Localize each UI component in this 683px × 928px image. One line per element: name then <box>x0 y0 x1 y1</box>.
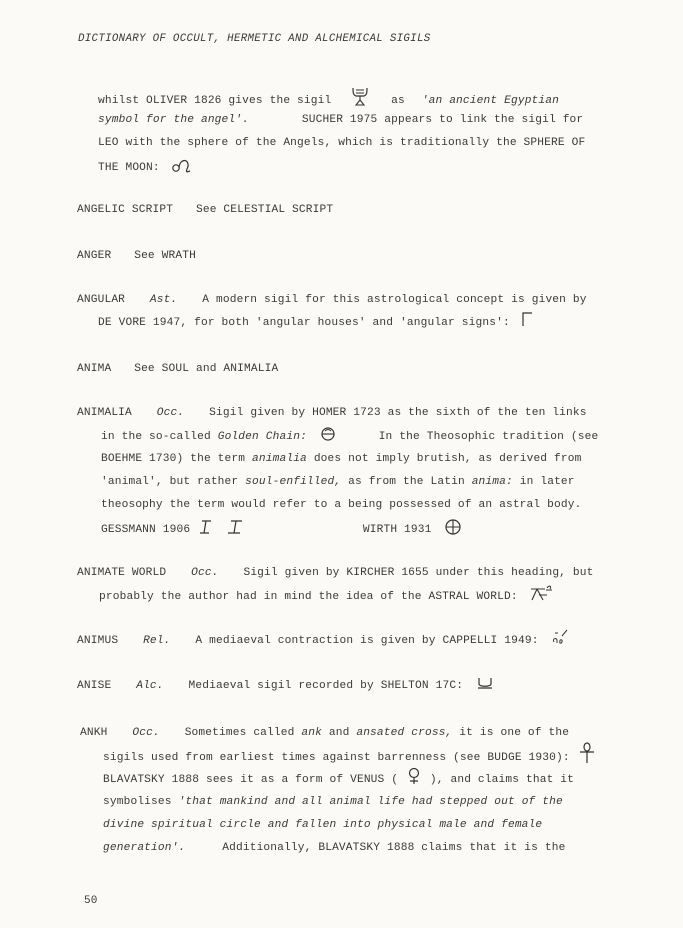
gessmann-citation: GESSMANN 1906 <box>101 523 191 536</box>
ankh-line-5: divine spiritual circle and fallen into physical male and female <box>103 819 543 831</box>
angular-sigil-icon <box>521 311 533 327</box>
entry-category: Rel. <box>143 634 171 647</box>
entry-term: ANIMA <box>77 363 112 375</box>
animalia-text-3a: BOEHME 1730) the term <box>101 453 246 465</box>
ankh-text-1a: Sometimes called <box>184 727 295 739</box>
wirth-sigil-icon <box>444 518 462 536</box>
animalia-text-4c: as from the Latin <box>348 476 465 488</box>
leo-sigil-icon <box>171 156 193 174</box>
animalia-text-3b: animalia <box>252 453 307 465</box>
entry-term: ANIMATE WORLD <box>77 567 167 579</box>
animalia-text-4b: soul-enfilled, <box>245 476 342 488</box>
entry-animus <box>77 634 569 647</box>
ankh-text-4a: symbolises <box>103 796 172 808</box>
ankh-sigil-icon <box>579 742 595 764</box>
entry-ankh <box>80 727 569 739</box>
ankh-line-4 <box>103 796 563 808</box>
animalia-line-6 <box>101 522 462 536</box>
ankh-text-2: sigils used from earliest times against barrenness (see BUDGE 1930): <box>103 751 570 764</box>
entry-text: A modern sigil for this astrological concept is given by <box>202 294 587 306</box>
gessmann-sigil-2-icon <box>226 519 244 535</box>
ankh-text-1b: ank <box>301 727 322 739</box>
oliver-line-1 <box>98 92 559 108</box>
entry-text: Mediaeval sigil recorded by SHELTON 17C: <box>188 680 464 692</box>
oliver-text-1a: whilst OLIVER 1826 gives the sigil <box>98 94 332 107</box>
ankh-line-6 <box>103 842 565 854</box>
animalia-text-2b: Golden Chain: <box>217 430 307 443</box>
oliver-text-2b: SUCHER 1975 appears to link the sigil for <box>301 114 584 126</box>
entry-text: Sigil given by KIRCHER 1655 under this heading, but <box>243 567 594 579</box>
ankh-text-3a: BLAVATSKY 1888 sees it as a form of VENUS ( <box>103 773 399 786</box>
running-header: DICTIONARY OF OCCULT, HERMETIC AND ALCHEMICAL SIGILS <box>78 33 431 45</box>
angular-line-2 <box>98 317 533 329</box>
animalia-text-3c: does not imply brutish, as derived from <box>313 453 582 465</box>
animalia-line-3 <box>101 453 582 465</box>
entry-category: Occ. <box>156 407 185 419</box>
wirth-citation: WIRTH 1931 <box>362 523 432 536</box>
astral-world-sigil-icon <box>529 584 553 602</box>
animalia-text-2c: In the Theosophic tradition (see <box>378 430 599 443</box>
animalia-text-4d: anima: <box>471 476 513 488</box>
entry-text: Sigil given by HOMER 1723 as the sixth of the ten links <box>209 407 587 419</box>
animalia-text-4a: 'animal', but rather <box>101 476 239 488</box>
entry-animate-world <box>77 567 594 579</box>
entry-term: ANGULAR <box>77 294 126 306</box>
entry-term: ANGER <box>77 250 112 262</box>
entry-term: ANIMUS <box>77 634 119 647</box>
angular-text-2: DE VORE 1947, for both 'angular houses' and 'angular signs': <box>98 317 510 329</box>
animate-world-line-2 <box>99 590 553 603</box>
animus-contraction-sigil-icon <box>551 628 569 646</box>
entry-term: ANISE <box>77 680 112 692</box>
venus-sigil-icon <box>407 767 421 785</box>
entry-text: See SOUL and ANIMALIA <box>134 363 279 375</box>
entry-anise <box>77 680 494 692</box>
entry-text: See WRATH <box>134 250 196 262</box>
entry-anima <box>77 363 278 375</box>
egyptian-angel-sigil-icon <box>350 86 370 108</box>
oliver-text-1c: 'an ancient Egyptian <box>421 94 560 107</box>
entry-text: See CELESTIAL SCRIPT <box>195 204 334 216</box>
entry-term: ANKH <box>80 727 108 739</box>
ankh-text-6a: generation'. <box>103 842 186 854</box>
animalia-text-2a: in the so-called <box>101 430 211 443</box>
entry-angelic-script <box>77 204 333 216</box>
oliver-line-2 <box>98 114 583 126</box>
animalia-line-2 <box>101 430 598 443</box>
oliver-line-3: LEO with the sphere of the Angels, which is traditionally the SPHERE OF <box>98 137 586 149</box>
entry-term: ANGELIC SCRIPT <box>77 204 174 216</box>
animalia-line-4 <box>101 476 575 488</box>
oliver-text-2a: symbol for the angel'. <box>98 114 249 126</box>
oliver-text-4: THE MOON: <box>98 161 160 174</box>
ankh-text-4b: 'that mankind and all animal life had stepped out of the <box>178 796 563 808</box>
ankh-text-1d: ansated cross, <box>356 727 453 739</box>
entry-angular <box>77 294 587 306</box>
anise-sigil-icon <box>476 676 494 690</box>
ankh-text-1e: it is one of the <box>459 727 570 739</box>
oliver-line-4 <box>98 160 193 174</box>
entry-category: Alc. <box>136 680 164 692</box>
ankh-text-3b: ), and claims that it <box>429 773 575 786</box>
animalia-text-4e: in later <box>519 476 575 488</box>
ankh-text-1c: and <box>328 727 350 739</box>
animalia-circle-sigil-icon <box>320 426 336 442</box>
gessmann-sigil-1-icon <box>199 519 213 535</box>
animalia-line-5: theosophy the term would refer to a being possessed of an astral body. <box>101 499 582 511</box>
ankh-line-2 <box>103 750 595 764</box>
entry-term: ANIMALIA <box>77 407 132 419</box>
entry-category: Occ. <box>191 567 219 579</box>
ankh-text-6b: Additionally, BLAVATSKY 1888 claims that it is the <box>222 842 566 854</box>
entry-category: Occ. <box>132 727 160 739</box>
entry-anger <box>77 250 196 262</box>
ankh-line-3 <box>103 773 574 786</box>
entry-animalia <box>77 407 587 419</box>
animate-world-text-2: probably the author had in mind the idea of the ASTRAL WORLD: <box>99 590 518 603</box>
oliver-text-1b: as <box>391 94 405 107</box>
entry-category: Ast. <box>149 294 178 306</box>
entry-text: A mediaeval contraction is given by CAPPELLI 1949: <box>195 634 539 647</box>
page-number: 50 <box>84 895 98 907</box>
